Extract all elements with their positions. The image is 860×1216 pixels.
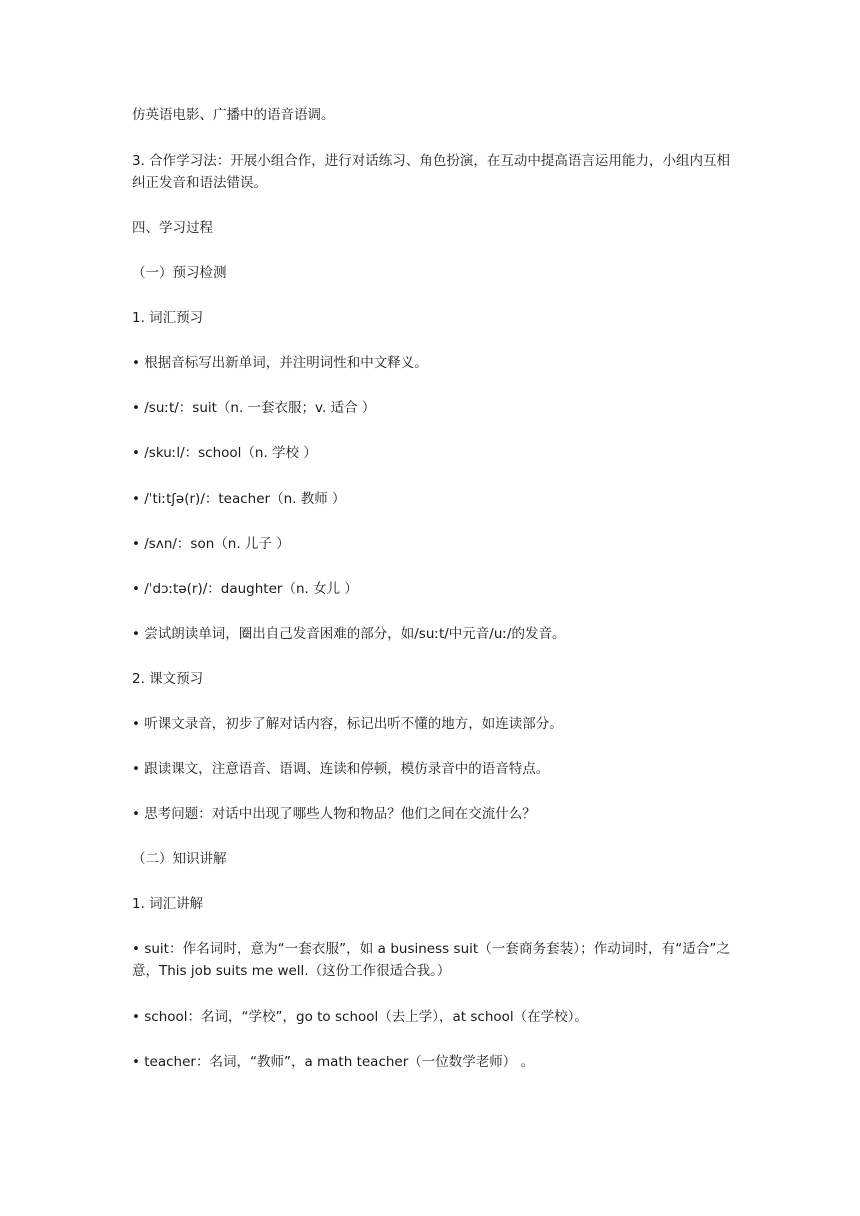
item-heading-vocabulary-explanation: 1. 词汇讲解 [132,896,204,912]
bullet-read-aloud: • 尝试朗读单词，圈出自己发音困难的部分，如/suːt/中元音/uː/的发音。 [132,626,566,642]
subsection-heading-preview-check: （一）预习检测 [132,265,227,281]
bullet-follow-reading: • 跟读课文，注意语音、语调、连读和停顿，模仿录音中的语音特点。 [132,761,550,777]
bullet-word-daughter: • /ˈdɔːtə(r)/：daughter（n. 女儿 ） [132,581,358,597]
item-heading-text-preview: 2. 课文预习 [132,671,204,687]
bullet-explain-school: • school：名词，“学校”，go to school（去上学），at school（在学校）。 [132,1009,588,1025]
bullet-explain-suit: • suit：作名词时，意为“一套衣服”，如 a business suit（一套商务套装）；作动词时，有“适合”之意，This job suits me well.（这份工作很适合我。） [132,941,730,979]
item-heading-vocabulary-preview: 1. 词汇预习 [132,310,204,326]
bullet-listen-recording: • 听课文录音，初步了解对话内容，标记出听不懂的地方，如连读部分。 [132,716,563,732]
bullet-explain-teacher: • teacher：名词，“教师”，a math teacher（一位数学老师） 。 [132,1054,535,1070]
bullet-word-teacher: • /ˈtiːtʃə(r)/：teacher（n. 教师 ） [132,491,346,507]
bullet-write-words: • 根据音标写出新单词，并注明词性和中文释义。 [132,355,428,371]
subsection-heading-knowledge-explanation: （二）知识讲解 [132,851,227,867]
paragraph-cooperative-learning: 3. 合作学习法：开展小组合作，进行对话练习、角色扮演，在互动中提高语言运用能力，小组内互相纠正发音和语法错误。 [132,153,730,191]
bullet-word-son: • /sʌn/：son（n. 儿子 ） [132,536,290,552]
bullet-think-question: • 思考问题：对话中出现了哪些人物和物品？他们之间在交流什么？ [132,806,536,822]
section-heading-learning-process: 四、学习过程 [132,220,213,236]
bullet-word-suit: • /suːt/：suit（n. 一套衣服；v. 适合 ） [132,400,376,416]
bullet-word-school: • /skuːl/：school（n. 学校 ） [132,445,317,461]
paragraph-intro-continuation: 仿英语电影、广播中的语音语调。 [132,107,335,123]
